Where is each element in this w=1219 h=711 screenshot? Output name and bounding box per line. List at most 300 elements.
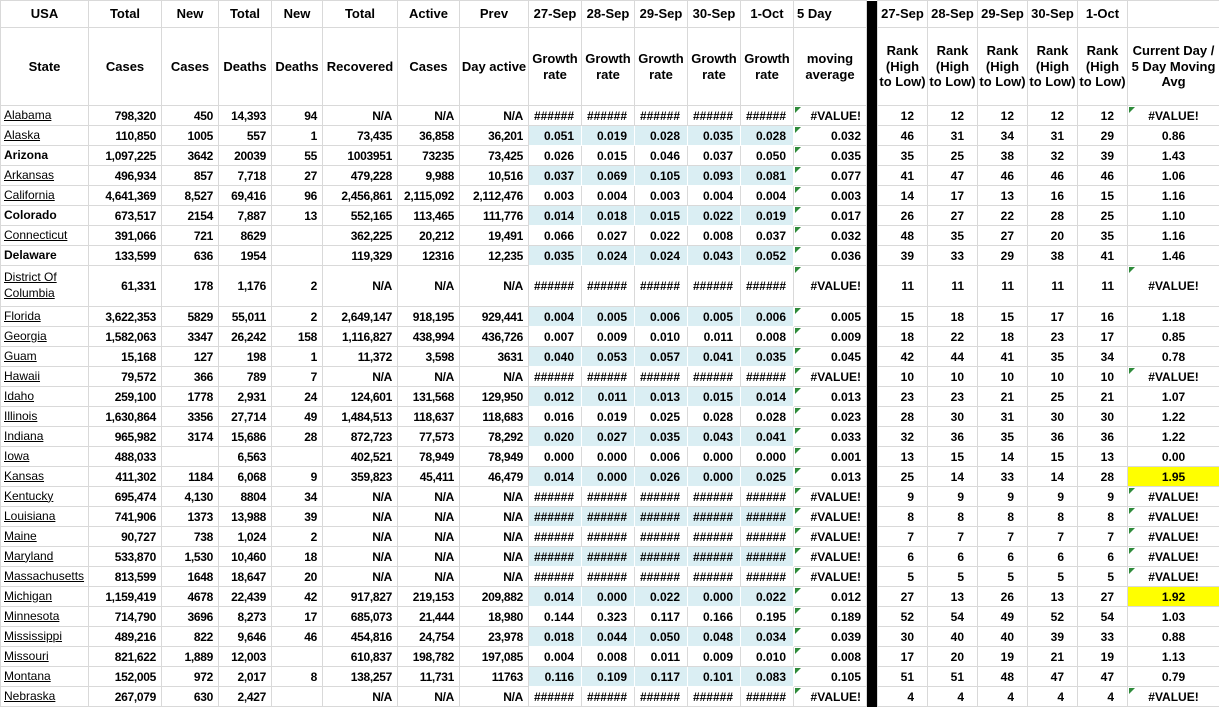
cell-growth-rate-3[interactable]: 0.000 [688,467,741,487]
header-prev-day-active[interactable]: Day active [460,28,529,106]
cell-rank-3[interactable]: 32 [1028,146,1078,166]
cell-total-deaths[interactable]: 198 [219,347,272,367]
header-rank-date-29sep[interactable]: 29-Sep [978,1,1028,28]
cell-growth-rate-0[interactable]: ###### [529,507,582,527]
cell-growth-rate-1[interactable]: 0.000 [582,467,635,487]
cell-new-cases[interactable]: 178 [162,266,219,307]
cell-rank-0[interactable]: 5 [878,567,928,587]
cell-total-cases[interactable]: 488,033 [89,447,162,467]
cell-rank-3[interactable]: 21 [1028,647,1078,667]
cell-new-cases[interactable]: 8,527 [162,186,219,206]
cell-rank-2[interactable]: 13 [978,186,1028,206]
cell-current-day-ratio[interactable]: 0.88 [1128,627,1219,647]
cell-prev-day-active[interactable]: 78,949 [460,447,529,467]
cell-active-cases[interactable]: 131,568 [398,387,460,407]
cell-growth-rate-2[interactable]: 0.015 [635,206,688,226]
cell-prev-day-active[interactable]: 19,491 [460,226,529,246]
cell-growth-rate-4[interactable]: 0.004 [741,186,794,206]
cell-new-deaths[interactable]: 2 [272,527,323,547]
cell-rank-2[interactable]: 35 [978,427,1028,447]
cell-growth-rate-3[interactable]: 0.093 [688,166,741,186]
cell-new-deaths[interactable]: 1 [272,126,323,146]
cell-active-cases[interactable]: 12316 [398,246,460,266]
cell-rank-4[interactable]: 35 [1078,226,1128,246]
cell-growth-rate-0[interactable]: ###### [529,547,582,567]
cell-growth-rate-2[interactable]: ###### [635,487,688,507]
cell-rank-4[interactable]: 33 [1078,627,1128,647]
cell-current-day-ratio[interactable]: 1.10 [1128,206,1219,226]
state-cell[interactable]: California [1,186,89,206]
cell-growth-rate-2[interactable]: ###### [635,367,688,387]
cell-new-deaths[interactable]: 94 [272,106,323,126]
cell-growth-rate-4[interactable]: ###### [741,687,794,707]
cell-new-cases[interactable]: 3696 [162,607,219,627]
cell-growth-rate-0[interactable]: ###### [529,527,582,547]
cell-new-cases[interactable]: 1,530 [162,547,219,567]
cell-total-deaths[interactable]: 26,242 [219,327,272,347]
state-cell[interactable]: Guam [1,347,89,367]
cell-active-cases[interactable]: 78,949 [398,447,460,467]
cell-new-cases[interactable]: 636 [162,246,219,266]
cell-rank-4[interactable]: 8 [1078,507,1128,527]
cell-new-cases[interactable]: 972 [162,667,219,687]
cell-growth-rate-2[interactable]: 0.010 [635,327,688,347]
cell-total-cases[interactable]: 411,302 [89,467,162,487]
cell-prev-day-active[interactable]: 197,085 [460,647,529,667]
cell-growth-rate-0[interactable]: ###### [529,487,582,507]
cell-rank-0[interactable]: 52 [878,607,928,627]
cell-rank-2[interactable]: 18 [978,327,1028,347]
cell-growth-rate-1[interactable]: 0.011 [582,387,635,407]
cell-growth-rate-3[interactable]: 0.101 [688,667,741,687]
cell-rank-3[interactable]: 12 [1028,106,1078,126]
state-cell[interactable]: Michigan [1,587,89,607]
cell-total-recovered[interactable]: N/A [323,567,398,587]
cell-rank-2[interactable]: 8 [978,507,1028,527]
cell-growth-rate-0[interactable]: 0.007 [529,327,582,347]
cell-rank-1[interactable]: 27 [928,206,978,226]
state-cell[interactable]: Illinois [1,407,89,427]
cell-rank-4[interactable]: 10 [1078,367,1128,387]
cell-growth-rate-2[interactable]: ###### [635,507,688,527]
cell-total-cases[interactable]: 391,066 [89,226,162,246]
state-cell[interactable]: Hawaii [1,367,89,387]
cell-prev-day-active[interactable]: 36,201 [460,126,529,146]
cell-total-cases[interactable]: 110,850 [89,126,162,146]
cell-growth-rate-3[interactable]: 0.000 [688,447,741,467]
cell-active-cases[interactable]: 20,212 [398,226,460,246]
cell-total-deaths[interactable]: 8804 [219,487,272,507]
cell-new-cases[interactable]: 5829 [162,307,219,327]
cell-total-recovered[interactable]: N/A [323,266,398,307]
cell-total-cases[interactable]: 798,320 [89,106,162,126]
cell-growth-rate-4[interactable]: 0.022 [741,587,794,607]
cell-new-deaths[interactable]: 27 [272,166,323,186]
cell-total-cases[interactable]: 133,599 [89,246,162,266]
cell-rank-4[interactable]: 5 [1078,567,1128,587]
header-total-deaths-top[interactable]: Total [219,1,272,28]
cell-rank-0[interactable]: 10 [878,367,928,387]
cell-current-day-ratio[interactable]: #VALUE! [1128,687,1219,707]
cell-rank-1[interactable]: 30 [928,407,978,427]
cell-rank-3[interactable]: 30 [1028,407,1078,427]
cell-total-recovered[interactable]: 73,435 [323,126,398,146]
cell-total-deaths[interactable]: 2,427 [219,687,272,707]
cell-current-day-ratio[interactable]: #VALUE! [1128,547,1219,567]
cell-5day-moving-average[interactable]: 0.017 [794,206,867,226]
cell-rank-0[interactable]: 13 [878,447,928,467]
header-growth-rate-27sep[interactable]: Growth rate [529,28,582,106]
cell-total-recovered[interactable]: 138,257 [323,667,398,687]
cell-total-recovered[interactable]: 1,116,827 [323,327,398,347]
cell-rank-3[interactable]: 31 [1028,126,1078,146]
cell-total-deaths[interactable]: 8,273 [219,607,272,627]
cell-total-recovered[interactable]: 362,225 [323,226,398,246]
cell-new-deaths[interactable]: 24 [272,387,323,407]
cell-growth-rate-2[interactable]: 0.117 [635,667,688,687]
cell-current-day-ratio[interactable]: #VALUE! [1128,567,1219,587]
cell-growth-rate-4[interactable]: 0.014 [741,387,794,407]
cell-rank-3[interactable]: 8 [1028,507,1078,527]
cell-total-deaths[interactable]: 12,003 [219,647,272,667]
cell-prev-day-active[interactable]: N/A [460,527,529,547]
cell-current-day-ratio[interactable]: 0.85 [1128,327,1219,347]
cell-5day-moving-average[interactable]: #VALUE! [794,106,867,126]
cell-growth-rate-4[interactable]: 0.025 [741,467,794,487]
cell-rank-1[interactable]: 5 [928,567,978,587]
cell-prev-day-active[interactable]: 10,516 [460,166,529,186]
cell-prev-day-active[interactable]: 23,978 [460,627,529,647]
header-new-deaths[interactable]: Deaths [272,28,323,106]
cell-growth-rate-4[interactable]: ###### [741,547,794,567]
cell-growth-rate-0[interactable]: 0.035 [529,246,582,266]
cell-new-deaths[interactable]: 2 [272,266,323,307]
cell-active-cases[interactable]: 918,195 [398,307,460,327]
cell-rank-3[interactable]: 35 [1028,347,1078,367]
state-cell[interactable]: Kentucky [1,487,89,507]
cell-new-deaths[interactable]: 1 [272,347,323,367]
cell-prev-day-active[interactable]: 209,882 [460,587,529,607]
cell-growth-rate-3[interactable]: ###### [688,547,741,567]
cell-rank-3[interactable]: 13 [1028,587,1078,607]
state-cell[interactable]: Minnesota [1,607,89,627]
cell-new-deaths[interactable]: 46 [272,627,323,647]
cell-total-deaths[interactable]: 10,460 [219,547,272,567]
cell-growth-rate-1[interactable]: 0.024 [582,246,635,266]
cell-new-cases[interactable] [162,447,219,467]
cell-rank-3[interactable]: 36 [1028,427,1078,447]
cell-total-cases[interactable]: 821,622 [89,647,162,667]
cell-rank-0[interactable]: 46 [878,126,928,146]
header-growth-rate-30sep[interactable]: Growth rate [688,28,741,106]
cell-active-cases[interactable]: N/A [398,507,460,527]
cell-growth-rate-0[interactable]: 0.066 [529,226,582,246]
cell-new-cases[interactable]: 1005 [162,126,219,146]
cell-rank-0[interactable]: 6 [878,547,928,567]
cell-rank-3[interactable]: 52 [1028,607,1078,627]
cell-new-deaths[interactable]: 2 [272,307,323,327]
header-total-recovered[interactable]: Recovered [323,28,398,106]
cell-current-day-ratio[interactable]: 1.43 [1128,146,1219,166]
cell-total-cases[interactable]: 489,216 [89,627,162,647]
header-total-cases[interactable]: Cases [89,28,162,106]
state-cell[interactable]: Idaho [1,387,89,407]
cell-total-recovered[interactable]: 479,228 [323,166,398,186]
cell-total-recovered[interactable]: N/A [323,527,398,547]
cell-growth-rate-4[interactable]: 0.028 [741,407,794,427]
state-cell[interactable]: Massachusetts [1,567,89,587]
cell-rank-3[interactable]: 15 [1028,447,1078,467]
cell-rank-0[interactable]: 41 [878,166,928,186]
cell-growth-rate-2[interactable]: 0.117 [635,607,688,627]
cell-new-cases[interactable]: 1,889 [162,647,219,667]
cell-rank-2[interactable]: 21 [978,387,1028,407]
cell-growth-rate-4[interactable]: ###### [741,487,794,507]
cell-total-cases[interactable]: 1,159,419 [89,587,162,607]
cell-rank-0[interactable]: 39 [878,246,928,266]
cell-prev-day-active[interactable]: 436,726 [460,327,529,347]
state-cell[interactable]: Delaware [1,246,89,266]
cell-growth-rate-4[interactable]: ###### [741,367,794,387]
cell-5day-moving-average[interactable]: 0.013 [794,387,867,407]
cell-active-cases[interactable]: 198,782 [398,647,460,667]
cell-total-deaths[interactable]: 789 [219,367,272,387]
cell-total-cases[interactable]: 1,097,225 [89,146,162,166]
cell-current-day-ratio[interactable]: 1.06 [1128,166,1219,186]
cell-total-recovered[interactable]: 1,484,513 [323,407,398,427]
cell-rank-4[interactable]: 9 [1078,487,1128,507]
cell-current-day-ratio[interactable]: 1.18 [1128,307,1219,327]
cell-rank-0[interactable]: 14 [878,186,928,206]
cell-current-day-ratio[interactable]: 1.16 [1128,226,1219,246]
cell-current-day-ratio[interactable]: 1.13 [1128,647,1219,667]
cell-total-cases[interactable]: 61,331 [89,266,162,307]
cell-total-recovered[interactable]: N/A [323,367,398,387]
cell-total-recovered[interactable]: 2,456,861 [323,186,398,206]
cell-active-cases[interactable]: 2,115,092 [398,186,460,206]
cell-growth-rate-0[interactable]: 0.037 [529,166,582,186]
cell-rank-2[interactable]: 7 [978,527,1028,547]
cell-prev-day-active[interactable]: 111,776 [460,206,529,226]
cell-rank-1[interactable]: 18 [928,307,978,327]
cell-active-cases[interactable]: 21,444 [398,607,460,627]
cell-5day-moving-average[interactable]: 0.009 [794,327,867,347]
cell-rank-2[interactable]: 9 [978,487,1028,507]
state-cell[interactable]: Montana [1,667,89,687]
cell-total-deaths[interactable]: 2,931 [219,387,272,407]
cell-rank-1[interactable]: 15 [928,447,978,467]
cell-5day-moving-average[interactable]: 0.013 [794,467,867,487]
cell-growth-rate-4[interactable]: ###### [741,266,794,307]
cell-prev-day-active[interactable]: 3631 [460,347,529,367]
cell-growth-rate-3[interactable]: 0.028 [688,407,741,427]
cell-growth-rate-3[interactable]: ###### [688,106,741,126]
cell-prev-day-active[interactable]: N/A [460,487,529,507]
cell-growth-rate-4[interactable]: 0.034 [741,627,794,647]
cell-rank-0[interactable]: 15 [878,307,928,327]
cell-rank-4[interactable]: 7 [1078,527,1128,547]
cell-growth-rate-1[interactable]: ###### [582,547,635,567]
cell-total-cases[interactable]: 965,982 [89,427,162,447]
cell-growth-rate-1[interactable]: 0.069 [582,166,635,186]
cell-growth-rate-4[interactable]: 0.050 [741,146,794,166]
header-rank-1oct[interactable]: Rank (High to Low) [1078,28,1128,106]
cell-total-deaths[interactable]: 14,393 [219,106,272,126]
cell-current-day-ratio[interactable]: 1.22 [1128,427,1219,447]
state-cell[interactable]: Georgia [1,327,89,347]
cell-rank-4[interactable]: 13 [1078,447,1128,467]
cell-growth-rate-1[interactable]: 0.323 [582,607,635,627]
cell-5day-moving-average[interactable]: 0.012 [794,587,867,607]
cell-rank-2[interactable]: 15 [978,307,1028,327]
cell-active-cases[interactable]: N/A [398,266,460,307]
cell-active-cases[interactable]: N/A [398,547,460,567]
cell-total-recovered[interactable]: 552,165 [323,206,398,226]
state-cell[interactable]: Arizona [1,146,89,166]
cell-growth-rate-3[interactable]: ###### [688,567,741,587]
cell-new-deaths[interactable]: 9 [272,467,323,487]
cell-rank-0[interactable]: 23 [878,387,928,407]
cell-rank-4[interactable]: 30 [1078,407,1128,427]
cell-rank-1[interactable]: 35 [928,226,978,246]
cell-total-recovered[interactable]: 1003951 [323,146,398,166]
cell-growth-rate-1[interactable]: 0.018 [582,206,635,226]
cell-rank-4[interactable]: 21 [1078,387,1128,407]
cell-new-cases[interactable]: 2154 [162,206,219,226]
state-cell[interactable]: Alaska [1,126,89,146]
cell-growth-rate-0[interactable]: ###### [529,567,582,587]
cell-growth-rate-0[interactable]: ###### [529,367,582,387]
cell-rank-2[interactable]: 19 [978,647,1028,667]
header-total-cases-top[interactable]: Total [89,1,162,28]
header-growth-date-28sep[interactable]: 28-Sep [582,1,635,28]
cell-total-cases[interactable]: 3,622,353 [89,307,162,327]
cell-growth-rate-2[interactable]: 0.022 [635,587,688,607]
cell-prev-day-active[interactable]: 73,425 [460,146,529,166]
cell-rank-3[interactable]: 25 [1028,387,1078,407]
header-growth-rate-28sep[interactable]: Growth rate [582,28,635,106]
cell-rank-1[interactable]: 40 [928,627,978,647]
cell-growth-rate-4[interactable]: ###### [741,567,794,587]
header-state[interactable]: State [1,28,89,106]
header-growth-date-1oct[interactable]: 1-Oct [741,1,794,28]
cell-growth-rate-3[interactable]: 0.015 [688,387,741,407]
cell-growth-rate-2[interactable]: ###### [635,106,688,126]
cell-rank-0[interactable]: 27 [878,587,928,607]
cell-new-cases[interactable]: 127 [162,347,219,367]
cell-active-cases[interactable]: 45,411 [398,467,460,487]
cell-current-day-ratio[interactable]: #VALUE! [1128,487,1219,507]
cell-growth-rate-2[interactable]: 0.006 [635,447,688,467]
cell-growth-rate-4[interactable]: 0.019 [741,206,794,226]
cell-new-cases[interactable]: 738 [162,527,219,547]
cell-prev-day-active[interactable]: 46,479 [460,467,529,487]
cell-growth-rate-1[interactable]: ###### [582,567,635,587]
cell-growth-rate-3[interactable]: ###### [688,687,741,707]
cell-rank-4[interactable]: 34 [1078,347,1128,367]
cell-active-cases[interactable]: 438,994 [398,327,460,347]
cell-new-deaths[interactable]: 8 [272,667,323,687]
cell-active-cases[interactable]: 113,465 [398,206,460,226]
cell-total-recovered[interactable]: 917,827 [323,587,398,607]
cell-active-cases[interactable]: N/A [398,487,460,507]
header-active-cases[interactable]: Cases [398,28,460,106]
header-prev-active-top[interactable]: Prev [460,1,529,28]
cell-current-day-ratio[interactable]: 1.46 [1128,246,1219,266]
cell-growth-rate-2[interactable]: 0.003 [635,186,688,206]
cell-total-cases[interactable]: 673,517 [89,206,162,226]
cell-rank-4[interactable]: 39 [1078,146,1128,166]
cell-growth-rate-0[interactable]: 0.000 [529,447,582,467]
header-usa[interactable]: USA [1,1,89,28]
cell-rank-1[interactable]: 22 [928,327,978,347]
cell-new-deaths[interactable]: 18 [272,547,323,567]
cell-growth-rate-1[interactable]: 0.044 [582,627,635,647]
cell-growth-rate-3[interactable]: ###### [688,266,741,307]
state-cell[interactable]: Connecticut [1,226,89,246]
cell-total-cases[interactable]: 267,079 [89,687,162,707]
cell-5day-moving-average[interactable]: 0.105 [794,667,867,687]
cell-total-cases[interactable]: 714,790 [89,607,162,627]
cell-rank-3[interactable]: 10 [1028,367,1078,387]
cell-rank-2[interactable]: 33 [978,467,1028,487]
cell-total-recovered[interactable]: 610,837 [323,647,398,667]
cell-new-deaths[interactable]: 158 [272,327,323,347]
cell-growth-rate-1[interactable]: 0.004 [582,186,635,206]
cell-prev-day-active[interactable]: N/A [460,507,529,527]
cell-growth-rate-0[interactable]: 0.016 [529,407,582,427]
cell-growth-rate-2[interactable]: 0.035 [635,427,688,447]
cell-active-cases[interactable]: 36,858 [398,126,460,146]
cell-5day-moving-average[interactable]: 0.005 [794,307,867,327]
header-rank-date-30sep[interactable]: 30-Sep [1028,1,1078,28]
cell-total-deaths[interactable]: 1,024 [219,527,272,547]
cell-5day-moving-average[interactable]: 0.032 [794,226,867,246]
cell-prev-day-active[interactable]: 118,683 [460,407,529,427]
cell-rank-4[interactable]: 16 [1078,307,1128,327]
cell-growth-rate-1[interactable]: 0.000 [582,587,635,607]
cell-new-deaths[interactable]: 42 [272,587,323,607]
cell-growth-rate-2[interactable]: ###### [635,687,688,707]
cell-active-cases[interactable]: 219,153 [398,587,460,607]
cell-growth-rate-0[interactable]: 0.018 [529,627,582,647]
cell-new-cases[interactable]: 3174 [162,427,219,447]
cell-rank-1[interactable]: 36 [928,427,978,447]
state-cell[interactable]: Missouri [1,647,89,667]
cell-growth-rate-1[interactable]: 0.019 [582,126,635,146]
cell-rank-4[interactable]: 41 [1078,246,1128,266]
cell-growth-rate-3[interactable]: 0.037 [688,146,741,166]
cell-rank-2[interactable]: 34 [978,126,1028,146]
cell-total-recovered[interactable]: 685,073 [323,607,398,627]
cell-new-deaths[interactable]: 39 [272,507,323,527]
header-growth-date-30sep[interactable]: 30-Sep [688,1,741,28]
cell-rank-2[interactable]: 4 [978,687,1028,707]
cell-new-cases[interactable]: 4,130 [162,487,219,507]
cell-5day-moving-average[interactable]: 0.033 [794,427,867,447]
cell-5day-moving-average[interactable]: #VALUE! [794,367,867,387]
cell-rank-0[interactable]: 32 [878,427,928,447]
cell-growth-rate-1[interactable]: ###### [582,106,635,126]
cell-rank-3[interactable]: 47 [1028,667,1078,687]
header-new-cases[interactable]: Cases [162,28,219,106]
cell-growth-rate-1[interactable]: ###### [582,487,635,507]
cell-rank-2[interactable]: 6 [978,547,1028,567]
cell-total-recovered[interactable]: 2,649,147 [323,307,398,327]
cell-new-deaths[interactable]: 17 [272,607,323,627]
state-cell[interactable]: District Of Columbia [1,266,89,307]
cell-growth-rate-0[interactable]: ###### [529,687,582,707]
